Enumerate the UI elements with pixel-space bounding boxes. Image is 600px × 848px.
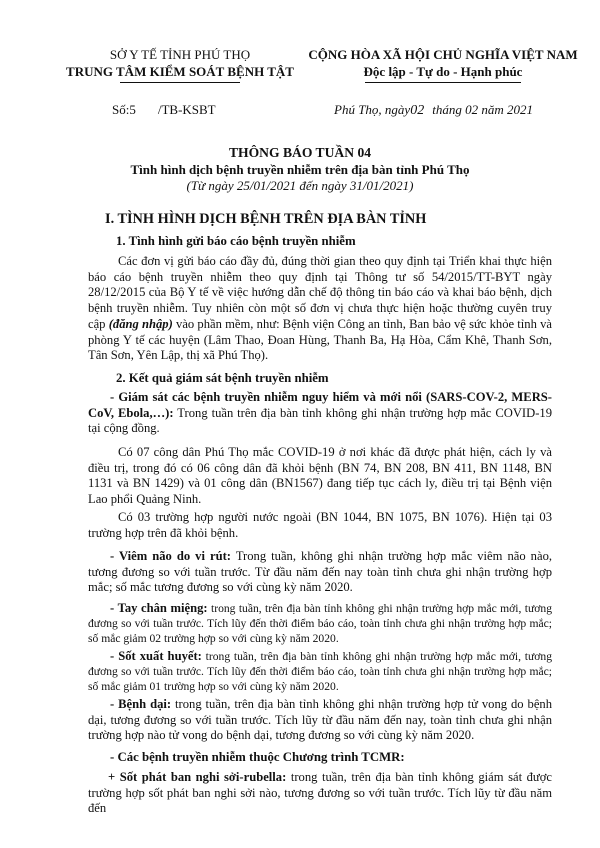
subsection-heading: 1. Tình hình gửi báo cáo bệnh truyền nhiễm xyxy=(116,234,356,248)
report-submission-paragraph: Các đơn vị gửi báo cáo đầy đủ, đúng thời gian theo quy định tại Triển khai thực hiện báo cáo bệnh truyền nhiễm theo quy định tại Thông tư số 54/2015/TT-BYT ngày 28/12/2015 của Bộ Y tế về việc hướng dẫn chế độ thông tin báo cáo và khai báo bệnh, dịch bệnh truyền nhiễm. Tuy nhiên còn một số đơn vị chưa thực hiện hoặc thường cuyên truy cập (đăng nhập) vào phần mềm, như: Bệnh viện Công an tỉnh, Ban bảo vệ sức khỏe tỉnh và phòng Y tế các huyện (Lâm Thao, Đoan Hùng, Thanh Ba, Hạ Hòa, Cẩm Khê, Thanh Sơn, Tân Sơn, Yên Lập, thị xã Phú Thọ). xyxy=(88,254,552,363)
motto-underline xyxy=(365,82,521,83)
section-heading: I. TÌNH HÌNH DỊCH BỆNH TRÊN ĐỊA BÀN TỈNH xyxy=(105,211,427,227)
encephalitis-paragraph: - Viêm não do vi rút: Trong tuần, không ghi nhận trường hợp mắc viêm não nào, tương đương so với tuần trước. Từ đầu năm đến nay toàn tỉnh chưa ghi nhận trường hợp mắc; số mắc tương đương so với cùng kỳ năm 2020. xyxy=(88,549,553,595)
place-date: Phú Thọ, ngày02 tháng 02 năm 2021 xyxy=(334,102,533,118)
agency-parent: SỞ Y TẾ TỈNH PHÚ THỌ xyxy=(109,47,251,62)
issuing-agency-block xyxy=(64,46,296,83)
agency-name: TRUNG TÂM KIỂM SOÁT BỆNH TẬT xyxy=(66,64,294,79)
rabies-paragraph: - Bệnh dại: trong tuần, trên địa bàn tỉnh không ghi nhận trường hợp tử vong do bệnh dại, tương đương so với tuần trước. Tích lũy từ đầu năm đến nay, toàn tỉnh chưa ghi nhận trường hợp nào tử vong do bệnh dại, tương đương so với cùng kỳ năm 2020. xyxy=(88,697,553,743)
agency-underline xyxy=(120,82,240,83)
document-number: Số:5 /TB-KSBT xyxy=(112,102,216,117)
foreign-cases-paragraph: Có 03 trường hợp người nước ngoài (BN 1044, BN 1075, BN 1076). Hiện tại 03 trường hợp trên đã khỏi bệnh. xyxy=(88,510,552,540)
tcmr-heading: - Các bệnh truyền nhiễm thuộc Chương trình TCMR: xyxy=(110,750,405,764)
notice-period: (Từ ngày 25/01/2021 đến ngày 31/01/2021) xyxy=(186,178,414,193)
day-value: 02 xyxy=(410,103,425,118)
dengue-paragraph: - Sốt xuất huyết: trong tuần, trên địa bàn tỉnh không ghi nhận trường hợp mắc mới, tương đương so với tuần trước. Tích lũy đến thời điểm báo cáo, toàn tỉnh chưa ghi nhận trường hợp mắc; số mắc giảm 01 trường hợp so với cùng kỳ năm 2020. xyxy=(88,649,552,694)
measles-paragraph: + Sốt phát ban nghi sởi-rubella: trong tuần, trên địa bàn tỉnh không giám sát được trường hợp sốt phát ban nghi sởi nào, tương đương so với tuần trước. Tích lũy từ đầu năm đến xyxy=(88,770,552,816)
covid-cases-paragraph: Có 07 công dân Phú Thọ mắc COVID-19 ở nơi khác đã được phát hiện, cách ly và điều trị, trong đó có 06 công dân đã khỏi bệnh (BN 74, BN 208, BN 411, BN 1148, BN 1131 và BN 1429) và 01 công dân (BN1567) đang tiếp tục cách ly, điều trị tại Bệnh viện Lao phổi Quảng Ninh. xyxy=(88,445,552,507)
nation-title: CỘNG HÒA XÃ HỘI CHỦ NGHĨA VIỆT NAM xyxy=(308,47,578,62)
hfmd-paragraph: - Tay chân miệng: trong tuần, trên địa bàn tỉnh không ghi nhận trường hợp mắc mới, tương đương so với tuần trước. Tích lũy đến thời điểm báo cáo, toàn tỉnh chưa ghi nhận trường hợp mắc; số mắc giảm 02 trường hợp so với cùng kỳ năm 2020. xyxy=(88,601,553,646)
emerging-diseases-paragraph: - Giám sát các bệnh truyền nhiễm nguy hiểm và mới nổi (SARS-COV-2, MERS-CoV, Ebola,…): Trong tuần trên địa bàn tỉnh không ghi nhận trường hợp mắc COVID-19 tại cộng đồng. xyxy=(88,390,553,436)
national-motto: Độc lập - Tự do - Hạnh phúc xyxy=(363,64,523,79)
notice-title: THÔNG BÁO TUẦN 04 xyxy=(228,145,372,160)
notice-subtitle: Tình hình dịch bệnh truyền nhiễm trên địa bàn tỉnh Phú Thọ xyxy=(130,162,470,177)
national-header-block xyxy=(298,46,588,83)
subsection-heading: 2. Kết quả giám sát bệnh truyền nhiễm xyxy=(116,371,329,385)
